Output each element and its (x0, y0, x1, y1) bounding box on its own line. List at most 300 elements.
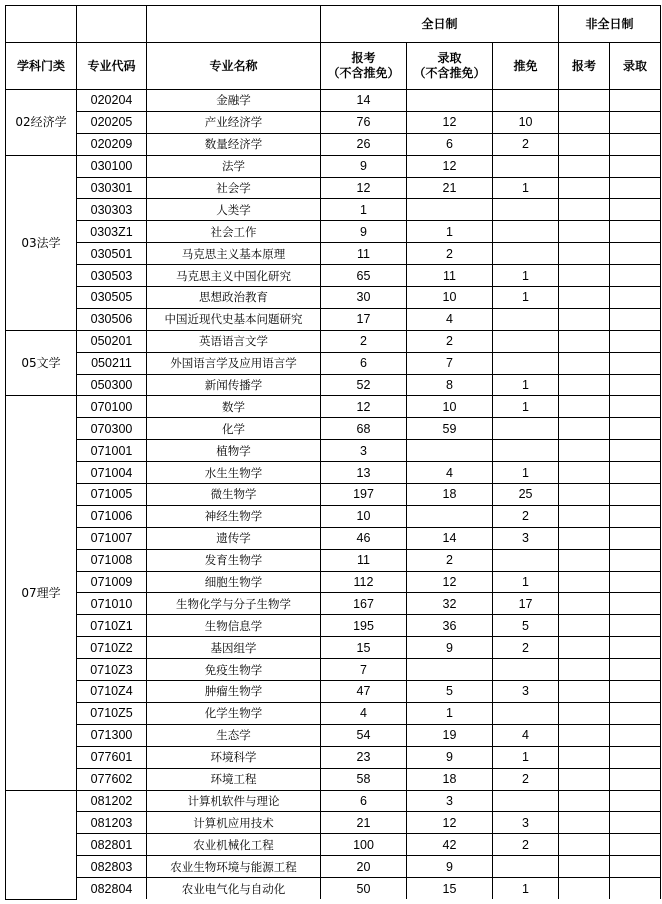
table-row (6, 681, 661, 703)
pt-applied-cell (559, 199, 610, 221)
header-code: 专业代码 (77, 43, 147, 90)
pt-admitted-cell (610, 615, 661, 637)
applied-cell: 7 (321, 659, 407, 681)
table-row (6, 462, 661, 484)
recommended-cell: 1 (493, 177, 559, 199)
header-row-top (6, 6, 661, 43)
pt-applied-cell (559, 681, 610, 703)
name-cell: 生物化学与分子生物学 (147, 593, 321, 615)
pt-applied-cell (559, 308, 610, 330)
pt-applied-cell (559, 462, 610, 484)
recommended-cell: 2 (493, 768, 559, 790)
table-row (6, 330, 661, 352)
category-cell: 02经济学 (6, 90, 77, 156)
name-cell: 发育生物学 (147, 549, 321, 571)
admitted-cell: 18 (407, 768, 493, 790)
code-cell: 082803 (77, 856, 147, 878)
recommended-cell: 3 (493, 681, 559, 703)
name-cell: 数学 (147, 396, 321, 418)
applied-cell: 68 (321, 418, 407, 440)
recommended-cell: 2 (493, 133, 559, 155)
pt-applied-cell (559, 549, 610, 571)
table-row (6, 768, 661, 790)
applied-cell: 9 (321, 155, 407, 177)
category-cell: 05文学 (6, 330, 77, 396)
pt-admitted-cell (610, 177, 661, 199)
recommended-cell: 5 (493, 615, 559, 637)
table-row (6, 505, 661, 527)
admitted-cell: 6 (407, 133, 493, 155)
table-row (6, 265, 661, 287)
pt-admitted-cell (610, 790, 661, 812)
pt-applied-cell (559, 856, 610, 878)
admitted-cell (407, 199, 493, 221)
admitted-cell: 12 (407, 571, 493, 593)
code-cell: 030505 (77, 287, 147, 309)
code-cell: 020209 (77, 133, 147, 155)
pt-admitted-cell (610, 571, 661, 593)
code-cell: 0710Z4 (77, 681, 147, 703)
applied-cell: 12 (321, 396, 407, 418)
pt-admitted-cell (610, 111, 661, 133)
pt-applied-cell (559, 155, 610, 177)
table-row (6, 702, 661, 724)
admitted-cell (407, 90, 493, 112)
pt-admitted-cell (610, 681, 661, 703)
admitted-cell: 11 (407, 265, 493, 287)
applied-cell: 195 (321, 615, 407, 637)
pt-applied-cell (559, 374, 610, 396)
code-cell: 0303Z1 (77, 221, 147, 243)
applied-cell: 76 (321, 111, 407, 133)
category-cell (6, 790, 77, 899)
code-cell: 030503 (77, 265, 147, 287)
table-row (6, 111, 661, 133)
admitted-cell: 21 (407, 177, 493, 199)
header-category: 学科门类 (6, 43, 77, 90)
name-cell: 肿瘤生物学 (147, 681, 321, 703)
pt-applied-cell (559, 287, 610, 309)
admitted-cell: 9 (407, 637, 493, 659)
code-cell: 081203 (77, 812, 147, 834)
category-cell: 03法学 (6, 155, 77, 330)
admitted-cell: 7 (407, 352, 493, 374)
pt-applied-cell (559, 768, 610, 790)
recommended-cell (493, 702, 559, 724)
table-row (6, 199, 661, 221)
name-cell: 人类学 (147, 199, 321, 221)
name-cell: 中国近现代史基本问题研究 (147, 308, 321, 330)
recommended-cell (493, 418, 559, 440)
admitted-cell: 32 (407, 593, 493, 615)
recommended-cell: 10 (493, 111, 559, 133)
applied-cell: 10 (321, 505, 407, 527)
pt-admitted-cell (610, 812, 661, 834)
code-cell: 030303 (77, 199, 147, 221)
name-cell: 农业电气化与自动化 (147, 878, 321, 900)
pt-applied-cell (559, 834, 610, 856)
recommended-cell: 1 (493, 374, 559, 396)
pt-admitted-cell (610, 659, 661, 681)
recommended-cell (493, 90, 559, 112)
name-cell: 环境科学 (147, 746, 321, 768)
code-cell: 030501 (77, 243, 147, 265)
recommended-cell: 4 (493, 724, 559, 746)
table-row (6, 133, 661, 155)
code-cell: 0710Z1 (77, 615, 147, 637)
code-cell: 030506 (77, 308, 147, 330)
pt-applied-cell (559, 90, 610, 112)
pt-admitted-cell (610, 418, 661, 440)
name-cell: 社会工作 (147, 221, 321, 243)
admissions-table (5, 5, 661, 900)
table-row (6, 527, 661, 549)
pt-applied-cell (559, 615, 610, 637)
name-cell: 生态学 (147, 724, 321, 746)
code-cell: 071010 (77, 593, 147, 615)
recommended-cell: 1 (493, 571, 559, 593)
applied-cell: 11 (321, 549, 407, 571)
table-row (6, 856, 661, 878)
name-cell: 外国语言学及应用语言学 (147, 352, 321, 374)
recommended-cell: 3 (493, 812, 559, 834)
applied-cell: 6 (321, 352, 407, 374)
pt-admitted-cell (610, 374, 661, 396)
applied-cell: 13 (321, 462, 407, 484)
pt-admitted-cell (610, 834, 661, 856)
pt-admitted-cell (610, 133, 661, 155)
pt-admitted-cell (610, 352, 661, 374)
header-blank-name (147, 6, 321, 43)
header-pt-applied: 报考 (559, 43, 610, 90)
pt-admitted-cell (610, 746, 661, 768)
applied-cell: 65 (321, 265, 407, 287)
name-cell: 金融学 (147, 90, 321, 112)
pt-applied-cell (559, 440, 610, 462)
name-cell: 农业生物环境与能源工程 (147, 856, 321, 878)
applied-cell: 3 (321, 440, 407, 462)
header-row-sub (6, 43, 661, 90)
applied-cell: 47 (321, 681, 407, 703)
table-row (6, 396, 661, 418)
applied-cell: 30 (321, 287, 407, 309)
recommended-cell (493, 199, 559, 221)
pt-applied-cell (559, 243, 610, 265)
table-row (6, 418, 661, 440)
admitted-cell: 12 (407, 812, 493, 834)
applied-cell: 21 (321, 812, 407, 834)
name-cell: 环境工程 (147, 768, 321, 790)
code-cell: 071005 (77, 484, 147, 506)
table-row (6, 440, 661, 462)
recommended-cell: 3 (493, 527, 559, 549)
code-cell: 082801 (77, 834, 147, 856)
header-pt-admitted: 录取 (610, 43, 661, 90)
code-cell: 071001 (77, 440, 147, 462)
admitted-cell (407, 505, 493, 527)
pt-applied-cell (559, 637, 610, 659)
admitted-cell: 2 (407, 243, 493, 265)
admitted-cell: 59 (407, 418, 493, 440)
code-cell: 050300 (77, 374, 147, 396)
code-cell: 030100 (77, 155, 147, 177)
header-name: 专业名称 (147, 43, 321, 90)
admitted-cell: 12 (407, 111, 493, 133)
admitted-cell (407, 440, 493, 462)
name-cell: 免疫生物学 (147, 659, 321, 681)
admissions-table-sheet (5, 5, 661, 900)
recommended-cell (493, 790, 559, 812)
admitted-cell: 2 (407, 330, 493, 352)
table-row (6, 287, 661, 309)
table-row (6, 308, 661, 330)
pt-applied-cell (559, 396, 610, 418)
pt-applied-cell (559, 133, 610, 155)
pt-admitted-cell (610, 308, 661, 330)
pt-admitted-cell (610, 484, 661, 506)
recommended-cell: 1 (493, 462, 559, 484)
applied-cell: 100 (321, 834, 407, 856)
pt-admitted-cell (610, 637, 661, 659)
recommended-cell: 17 (493, 593, 559, 615)
applied-cell: 23 (321, 746, 407, 768)
recommended-cell (493, 330, 559, 352)
recommended-cell: 2 (493, 834, 559, 856)
code-cell: 050201 (77, 330, 147, 352)
table-row (6, 878, 661, 900)
admitted-cell: 42 (407, 834, 493, 856)
pt-admitted-cell (610, 527, 661, 549)
name-cell: 马克思主义基本原理 (147, 243, 321, 265)
applied-cell: 14 (321, 90, 407, 112)
table-row (6, 571, 661, 593)
header-fulltime: 全日制 (321, 6, 559, 43)
pt-applied-cell (559, 221, 610, 243)
header-recommended: 推免 (493, 43, 559, 90)
applied-cell: 1 (321, 199, 407, 221)
code-cell: 0710Z5 (77, 702, 147, 724)
applied-cell: 2 (321, 330, 407, 352)
name-cell: 化学生物学 (147, 702, 321, 724)
table-row (6, 834, 661, 856)
header-blank-code (77, 6, 147, 43)
name-cell: 细胞生物学 (147, 571, 321, 593)
admitted-cell: 9 (407, 746, 493, 768)
table-row (6, 177, 661, 199)
admitted-cell: 5 (407, 681, 493, 703)
admitted-cell: 10 (407, 396, 493, 418)
name-cell: 新闻传播学 (147, 374, 321, 396)
code-cell: 071300 (77, 724, 147, 746)
applied-cell: 50 (321, 878, 407, 900)
pt-admitted-cell (610, 199, 661, 221)
name-cell: 农业机械化工程 (147, 834, 321, 856)
table-body (6, 90, 661, 900)
code-cell: 030301 (77, 177, 147, 199)
recommended-cell (493, 659, 559, 681)
applied-cell: 4 (321, 702, 407, 724)
table-row (6, 746, 661, 768)
recommended-cell (493, 155, 559, 177)
admitted-cell: 14 (407, 527, 493, 549)
recommended-cell (493, 549, 559, 571)
table-row (6, 812, 661, 834)
code-cell: 050211 (77, 352, 147, 374)
name-cell: 社会学 (147, 177, 321, 199)
code-cell: 070300 (77, 418, 147, 440)
recommended-cell: 2 (493, 505, 559, 527)
admitted-cell: 4 (407, 462, 493, 484)
pt-admitted-cell (610, 724, 661, 746)
table-row (6, 374, 661, 396)
pt-applied-cell (559, 484, 610, 506)
pt-admitted-cell (610, 878, 661, 900)
table-row (6, 90, 661, 112)
code-cell: 020204 (77, 90, 147, 112)
pt-admitted-cell (610, 856, 661, 878)
recommended-cell: 1 (493, 287, 559, 309)
applied-cell: 11 (321, 243, 407, 265)
pt-admitted-cell (610, 155, 661, 177)
pt-applied-cell (559, 746, 610, 768)
table-row (6, 352, 661, 374)
admitted-cell: 10 (407, 287, 493, 309)
pt-applied-cell (559, 790, 610, 812)
pt-admitted-cell (610, 768, 661, 790)
table-row (6, 724, 661, 746)
name-cell: 生物信息学 (147, 615, 321, 637)
pt-admitted-cell (610, 505, 661, 527)
header-blank-category (6, 6, 77, 43)
recommended-cell: 2 (493, 637, 559, 659)
applied-cell: 46 (321, 527, 407, 549)
pt-applied-cell (559, 571, 610, 593)
admitted-cell: 4 (407, 308, 493, 330)
name-cell: 基因组学 (147, 637, 321, 659)
recommended-cell: 1 (493, 878, 559, 900)
pt-applied-cell (559, 724, 610, 746)
code-cell: 081202 (77, 790, 147, 812)
pt-admitted-cell (610, 90, 661, 112)
applied-cell: 20 (321, 856, 407, 878)
table-row (6, 593, 661, 615)
applied-cell: 52 (321, 374, 407, 396)
recommended-cell (493, 308, 559, 330)
recommended-cell: 1 (493, 396, 559, 418)
code-cell: 082804 (77, 878, 147, 900)
admitted-cell: 2 (407, 549, 493, 571)
applied-cell: 58 (321, 768, 407, 790)
name-cell: 产业经济学 (147, 111, 321, 133)
pt-applied-cell (559, 812, 610, 834)
recommended-cell (493, 221, 559, 243)
pt-admitted-cell (610, 287, 661, 309)
admitted-cell: 15 (407, 878, 493, 900)
table-row (6, 659, 661, 681)
applied-cell: 54 (321, 724, 407, 746)
admitted-cell: 12 (407, 155, 493, 177)
recommended-cell (493, 440, 559, 462)
pt-applied-cell (559, 330, 610, 352)
table-row (6, 484, 661, 506)
code-cell: 071004 (77, 462, 147, 484)
admitted-cell: 1 (407, 221, 493, 243)
table-row (6, 549, 661, 571)
pt-admitted-cell (610, 462, 661, 484)
recommended-cell (493, 352, 559, 374)
name-cell: 英语语言文学 (147, 330, 321, 352)
pt-admitted-cell (610, 593, 661, 615)
applied-cell: 6 (321, 790, 407, 812)
pt-applied-cell (559, 265, 610, 287)
pt-applied-cell (559, 527, 610, 549)
pt-applied-cell (559, 593, 610, 615)
recommended-cell (493, 856, 559, 878)
admitted-cell: 36 (407, 615, 493, 637)
code-cell: 0710Z2 (77, 637, 147, 659)
pt-admitted-cell (610, 243, 661, 265)
pt-applied-cell (559, 111, 610, 133)
code-cell: 071009 (77, 571, 147, 593)
recommended-cell (493, 243, 559, 265)
name-cell: 微生物学 (147, 484, 321, 506)
pt-admitted-cell (610, 549, 661, 571)
applied-cell: 9 (321, 221, 407, 243)
name-cell: 化学 (147, 418, 321, 440)
name-cell: 计算机软件与理论 (147, 790, 321, 812)
code-cell: 077602 (77, 768, 147, 790)
header-parttime: 非全日制 (559, 6, 661, 43)
recommended-cell: 1 (493, 265, 559, 287)
pt-applied-cell (559, 177, 610, 199)
admitted-cell: 1 (407, 702, 493, 724)
admitted-cell (407, 659, 493, 681)
pt-admitted-cell (610, 702, 661, 724)
table-row (6, 615, 661, 637)
name-cell: 数量经济学 (147, 133, 321, 155)
name-cell: 神经生物学 (147, 505, 321, 527)
applied-cell: 12 (321, 177, 407, 199)
name-cell: 思想政治教育 (147, 287, 321, 309)
pt-applied-cell (559, 352, 610, 374)
code-cell: 070100 (77, 396, 147, 418)
applied-cell: 167 (321, 593, 407, 615)
pt-applied-cell (559, 878, 610, 900)
code-cell: 071006 (77, 505, 147, 527)
code-cell: 0710Z3 (77, 659, 147, 681)
pt-admitted-cell (610, 440, 661, 462)
name-cell: 水生生物学 (147, 462, 321, 484)
table-row (6, 637, 661, 659)
pt-admitted-cell (610, 396, 661, 418)
name-cell: 马克思主义中国化研究 (147, 265, 321, 287)
pt-applied-cell (559, 659, 610, 681)
category-cell: 07理学 (6, 396, 77, 790)
code-cell: 071008 (77, 549, 147, 571)
applied-cell: 15 (321, 637, 407, 659)
admitted-cell: 18 (407, 484, 493, 506)
applied-cell: 197 (321, 484, 407, 506)
admitted-cell: 19 (407, 724, 493, 746)
recommended-cell: 1 (493, 746, 559, 768)
pt-admitted-cell (610, 221, 661, 243)
code-cell: 020205 (77, 111, 147, 133)
table-row (6, 243, 661, 265)
applied-cell: 17 (321, 308, 407, 330)
header-admitted: 录取 （不含推免） (407, 43, 493, 90)
admitted-cell: 9 (407, 856, 493, 878)
pt-admitted-cell (610, 265, 661, 287)
